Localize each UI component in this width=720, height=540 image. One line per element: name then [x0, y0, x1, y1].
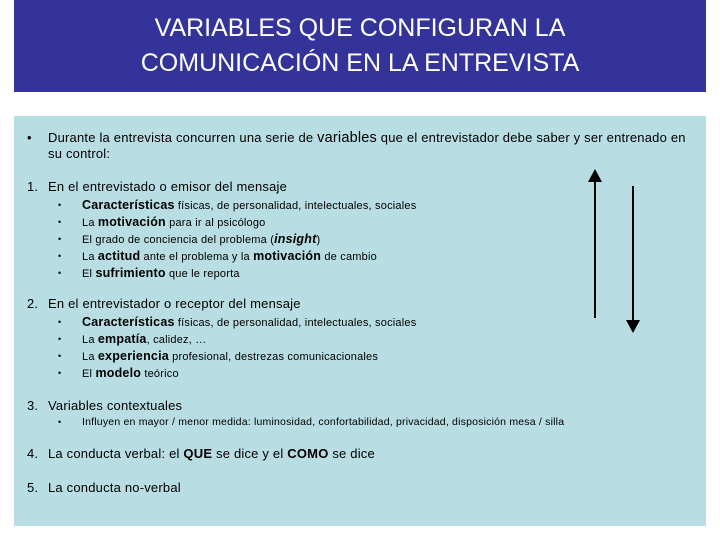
content-panel: • Durante la entrevista concurren una serie de variables que el entrevistador debe saber y ser entrenado en su control: 1. En el entrevistado o emisor del mensaje • Características físicas, de personalidad, intelectuales, sociales • La motivación para ir al psicólogo • El grado de conciencia del problema (insight) • La actitud ante el problema y la motivación de cambio • El sufrimiento que le reporta 2. En el entrevistador o receptor del mensaje • Características físicas, de personalidad, intelectuales, sociales • La empatía, calidez, … • La experiencia profesional, destrezas comunicacionales • El modelo teórico 3. Variables contextuales • Influyen en mayor / menor medida: luminosidad, confortabilidad, privacidad, disposición mesa / silla 4. La conducta verbal: el QUE se dice y el COMO se dice 5. La conducta no-verbal — [14, 116, 706, 526]
slide-title-line-1: VARIABLES QUE CONFIGURAN LA — [154, 14, 566, 42]
section-label: La conducta verbal: el QUE se dice y el COMO se dice — [48, 446, 375, 461]
bullet-marker: • — [27, 130, 32, 145]
slide-title — [141, 11, 580, 81]
section-label: La conducta no-verbal — [48, 480, 181, 495]
arrow-up-icon — [594, 181, 596, 318]
slide-title-bar — [14, 0, 706, 92]
slide-title-line-2: COMUNICACIÓN EN LA ENTREVISTA — [140, 49, 580, 77]
section-label: Variables contextuales — [48, 398, 183, 413]
section-label: En el entrevistador o receptor del mensaje — [48, 296, 301, 311]
section-number: 2. — [27, 296, 39, 311]
section-number: 4. — [27, 446, 39, 461]
arrow-down-icon — [632, 186, 634, 321]
section-number: 3. — [27, 398, 39, 413]
section-number: 5. — [27, 480, 39, 495]
section-number: 1. — [27, 179, 39, 194]
intro-text: Durante la entrevista concurren una serie de variables que el entrevistador debe saber y ser entrenado en su control: — [48, 130, 686, 161]
section-label: En el entrevistado o emisor del mensaje — [48, 179, 288, 194]
